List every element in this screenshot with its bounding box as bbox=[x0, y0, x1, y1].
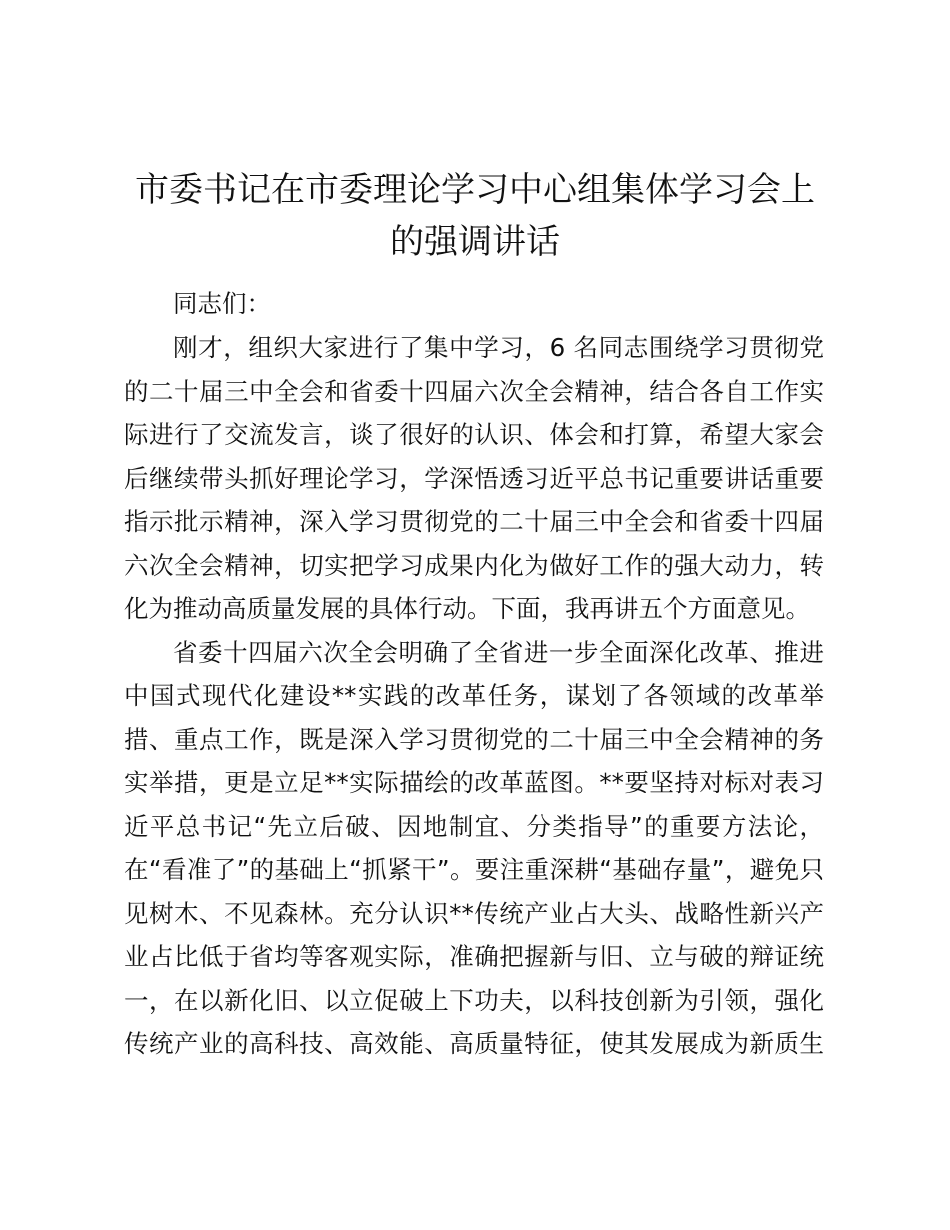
paragraph-1-line-5: 指示批示精神，深入学习贯彻党的二十届三中全会和省委十四届 bbox=[124, 507, 824, 536]
paragraph-2-line-5: 近平总书记“先立后破、因地制宜、分类指导”的重要方法论， bbox=[124, 812, 824, 841]
paragraph-1-line-1: 刚才，组织大家进行了集中学习，6 名同志围绕学习贯彻党 bbox=[173, 333, 824, 362]
paragraph-2-line-2: 中国式现代化建设**实践的改革任务，谋划了各领域的改革举 bbox=[124, 681, 824, 710]
paragraph-2-line-6: 在“看准了”的基础上“抓紧干”。要注重深耕“基础存量”，避免只 bbox=[124, 855, 824, 884]
paragraph-2-line-4: 实举措，更是立足**实际描绘的改革蓝图。**要坚持对标对表习 bbox=[124, 768, 824, 797]
paragraph-1-line-3: 际进行了交流发言，谈了很好的认识、体会和打算，希望大家会 bbox=[124, 420, 824, 449]
paragraph-2-line-3: 措、重点工作，既是深入学习贯彻党的二十届三中全会精神的务 bbox=[124, 725, 824, 754]
paragraph-2-line-8: 业占比低于省均等客观实际，准确把握新与旧、立与破的辩证统 bbox=[124, 942, 824, 971]
paragraph-1-line-4: 后继续带头抓好理论学习，学深悟透习近平总书记重要讲话重要 bbox=[124, 464, 824, 493]
paragraph-2-line-7: 见树木、不见森林。充分认识**传统产业占大头、战略性新兴产 bbox=[124, 899, 824, 928]
paragraph-1-line-6: 六次全会精神，切实把学习成果内化为做好工作的强大动力，转 bbox=[124, 551, 824, 580]
paragraph-2-line-9: 一，在以新化旧、以立促破上下功夫，以科技创新为引领，强化 bbox=[124, 986, 824, 1015]
document-title-line-1: 市委书记在市委理论学习中心组集体学习会上 bbox=[135, 170, 815, 210]
paragraph-1-line-2: 的二十届三中全会和省委十四届六次全会精神，结合各自工作实 bbox=[124, 377, 824, 406]
paragraph-2-line-10: 传统产业的高科技、高效能、高质量特征，使其发展成为新质生 bbox=[124, 1029, 824, 1058]
paragraph-1-line-7: 化为推动高质量发展的具体行动。下面，我再讲五个方面意见。 bbox=[124, 594, 810, 623]
paragraph-2-line-1: 省委十四届六次全会明确了全省进一步全面深化改革、推进 bbox=[173, 638, 824, 667]
document-title-line-2: 的强调讲话 bbox=[390, 222, 560, 262]
salutation: 同志们： bbox=[173, 289, 271, 318]
